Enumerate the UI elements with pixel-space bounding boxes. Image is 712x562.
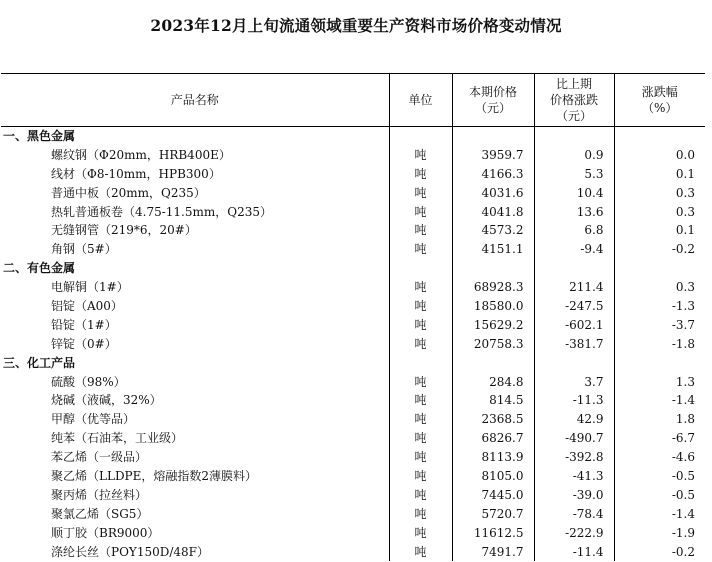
price-change: -41.3 [534, 467, 614, 486]
change-percent: 1.8 [614, 410, 705, 429]
current-price: 3959.7 [452, 145, 534, 164]
product-unit: 吨 [389, 221, 452, 240]
price-change: 0.9 [534, 145, 614, 164]
table-row [1, 448, 705, 467]
product-name: 聚丙烯（拉丝料） [51, 487, 148, 502]
category-change-cell [534, 127, 614, 146]
header-unit: 单位 [389, 74, 452, 127]
current-price: 8105.0 [452, 467, 534, 486]
change-percent: 1.3 [614, 372, 705, 391]
current-price: 4031.6 [452, 183, 534, 202]
table-row [1, 202, 705, 221]
price-change: 211.4 [534, 278, 614, 297]
change-percent: -6.7 [614, 429, 705, 448]
product-unit: 吨 [389, 145, 452, 164]
current-price: 4041.8 [452, 202, 534, 221]
category-price-cell [452, 259, 534, 278]
product-unit: 吨 [389, 315, 452, 334]
price-change: -222.9 [534, 523, 614, 542]
header-change-percent [614, 74, 705, 127]
change-percent: 0.0 [614, 145, 705, 164]
page-title: 2023年12月上旬流通领域重要生产资料市场价格变动情况 [150, 16, 562, 35]
price-change: -9.4 [534, 240, 614, 259]
category-change-cell [534, 259, 614, 278]
price-change: -392.8 [534, 448, 614, 467]
product-name: 聚乙烯（LLDPE，熔融指数2薄膜料） [51, 468, 258, 483]
price-change: -11.3 [534, 391, 614, 410]
change-percent: -4.6 [614, 448, 705, 467]
category-label: 一、黑色金属 [3, 129, 76, 144]
product-unit: 吨 [389, 164, 452, 183]
table-row [1, 504, 705, 523]
table-row [1, 542, 705, 561]
category-change-cell [534, 353, 614, 372]
header-price-change-line3: （元） [555, 109, 592, 123]
price-change: 10.4 [534, 183, 614, 202]
product-name: 涤纶长丝（POY150D/48F） [51, 544, 209, 559]
product-unit: 吨 [389, 297, 452, 316]
product-unit: 吨 [389, 240, 452, 259]
price-change: 6.8 [534, 221, 614, 240]
price-change: -39.0 [534, 485, 614, 504]
current-price: 4573.2 [452, 221, 534, 240]
change-percent: 0.3 [614, 202, 705, 221]
product-unit: 吨 [389, 372, 452, 391]
change-percent: -1.3 [614, 297, 705, 316]
product-name: 苯乙烯（一级品） [51, 450, 148, 465]
category-unit-cell [389, 127, 452, 146]
current-price: 2368.5 [452, 410, 534, 429]
change-percent: -0.5 [614, 467, 705, 486]
product-name: 纯苯（石油苯，工业级） [51, 431, 184, 446]
table-body [1, 127, 705, 561]
current-price: 6826.7 [452, 429, 534, 448]
change-percent: -1.8 [614, 334, 705, 353]
change-percent: -0.2 [614, 240, 705, 259]
table-row [1, 315, 705, 334]
table-row [1, 372, 705, 391]
price-change: -11.4 [534, 542, 614, 561]
category-percent-cell [614, 259, 705, 278]
table-row [1, 183, 705, 202]
product-unit: 吨 [389, 429, 452, 448]
table-row [1, 164, 705, 183]
product-unit: 吨 [389, 410, 452, 429]
change-percent: -1.4 [614, 504, 705, 523]
product-name: 热轧普通板卷（4.75-11.5mm，Q235） [51, 204, 272, 219]
price-change: -602.1 [534, 315, 614, 334]
table-row [1, 145, 705, 164]
price-change: -78.4 [534, 504, 614, 523]
product-name: 角钢（5#） [51, 242, 117, 257]
product-name: 烧碱（液碱，32%） [51, 393, 162, 408]
table-row [1, 334, 705, 353]
price-table [1, 73, 705, 561]
change-percent: 0.1 [614, 164, 705, 183]
current-price: 5720.7 [452, 504, 534, 523]
table-row [1, 429, 705, 448]
category-label: 三、化工产品 [3, 355, 76, 370]
current-price: 7445.0 [452, 485, 534, 504]
category-label: 二、有色金属 [3, 261, 76, 276]
header-change-percent-line2: （%） [642, 101, 678, 115]
product-unit: 吨 [389, 485, 452, 504]
price-change: -247.5 [534, 297, 614, 316]
table-row [1, 485, 705, 504]
header-price-change [534, 74, 614, 127]
product-name: 普通中板（20mm，Q235） [51, 185, 206, 200]
category-row [1, 259, 705, 278]
header-current-price-line1: 本期价格 [468, 85, 517, 99]
product-unit: 吨 [389, 448, 452, 467]
category-row [1, 127, 705, 146]
current-price: 20758.3 [452, 334, 534, 353]
header-price-change-line1: 比上期 [555, 77, 592, 91]
table-row [1, 523, 705, 542]
current-price: 15629.2 [452, 315, 534, 334]
table-row [1, 278, 705, 297]
change-percent: 0.1 [614, 221, 705, 240]
table-row [1, 467, 705, 486]
price-change: 5.3 [534, 164, 614, 183]
product-unit: 吨 [389, 202, 452, 221]
current-price: 4151.1 [452, 240, 534, 259]
price-change: 3.7 [534, 372, 614, 391]
header-current-price [452, 74, 534, 127]
change-percent: -3.7 [614, 315, 705, 334]
product-name: 甲醇（优等品） [51, 412, 136, 427]
product-name: 聚氯乙烯（SG5） [51, 506, 149, 521]
product-name: 硫酸（98%） [51, 374, 126, 389]
change-percent: -0.2 [614, 542, 705, 561]
header-change-percent-line1: 涨跌幅 [641, 85, 678, 99]
current-price: 7491.7 [452, 542, 534, 561]
category-percent-cell [614, 127, 705, 146]
price-change: -381.7 [534, 334, 614, 353]
price-change: 13.6 [534, 202, 614, 221]
product-unit: 吨 [389, 391, 452, 410]
header-product-name: 产品名称 [170, 93, 219, 107]
category-row [1, 353, 705, 372]
price-change: 42.9 [534, 410, 614, 429]
table-row [1, 391, 705, 410]
change-percent: -0.5 [614, 485, 705, 504]
product-unit: 吨 [389, 542, 452, 561]
product-name: 无缝钢管（219*6，20#） [51, 223, 197, 238]
table-row [1, 240, 705, 259]
change-percent: -1.9 [614, 523, 705, 542]
product-name: 铅锭（1#） [51, 317, 117, 332]
change-percent: 0.3 [614, 183, 705, 202]
product-unit: 吨 [389, 278, 452, 297]
category-price-cell [452, 127, 534, 146]
change-percent: -1.4 [614, 391, 705, 410]
current-price: 4166.3 [452, 164, 534, 183]
table-row [1, 297, 705, 316]
product-unit: 吨 [389, 504, 452, 523]
product-name: 锌锭（0#） [51, 336, 117, 351]
product-name: 螺纹钢（Φ20mm，HRB400E） [51, 147, 231, 162]
category-percent-cell [614, 353, 705, 372]
product-unit: 吨 [389, 334, 452, 353]
product-name: 线材（Φ8-10mm，HPB300） [51, 166, 221, 181]
current-price: 18580.0 [452, 297, 534, 316]
current-price: 814.5 [452, 391, 534, 410]
table-row [1, 410, 705, 429]
change-percent: 0.3 [614, 278, 705, 297]
product-unit: 吨 [389, 523, 452, 542]
category-unit-cell [389, 259, 452, 278]
category-price-cell [452, 353, 534, 372]
price-change: -490.7 [534, 429, 614, 448]
category-unit-cell [389, 353, 452, 372]
current-price: 284.8 [452, 372, 534, 391]
table-header-row [1, 74, 705, 127]
header-price-change-line2: 价格涨跌 [549, 93, 598, 107]
current-price: 68928.3 [452, 278, 534, 297]
product-unit: 吨 [389, 467, 452, 486]
current-price: 11612.5 [452, 523, 534, 542]
product-name: 顺丁胶（BR9000） [51, 525, 160, 540]
current-price: 8113.9 [452, 448, 534, 467]
header-current-price-line2: （元） [474, 101, 511, 115]
product-name: 铝锭（A00） [51, 298, 123, 313]
product-unit: 吨 [389, 183, 452, 202]
product-name: 电解铜（1#） [51, 280, 129, 295]
table-row [1, 221, 705, 240]
